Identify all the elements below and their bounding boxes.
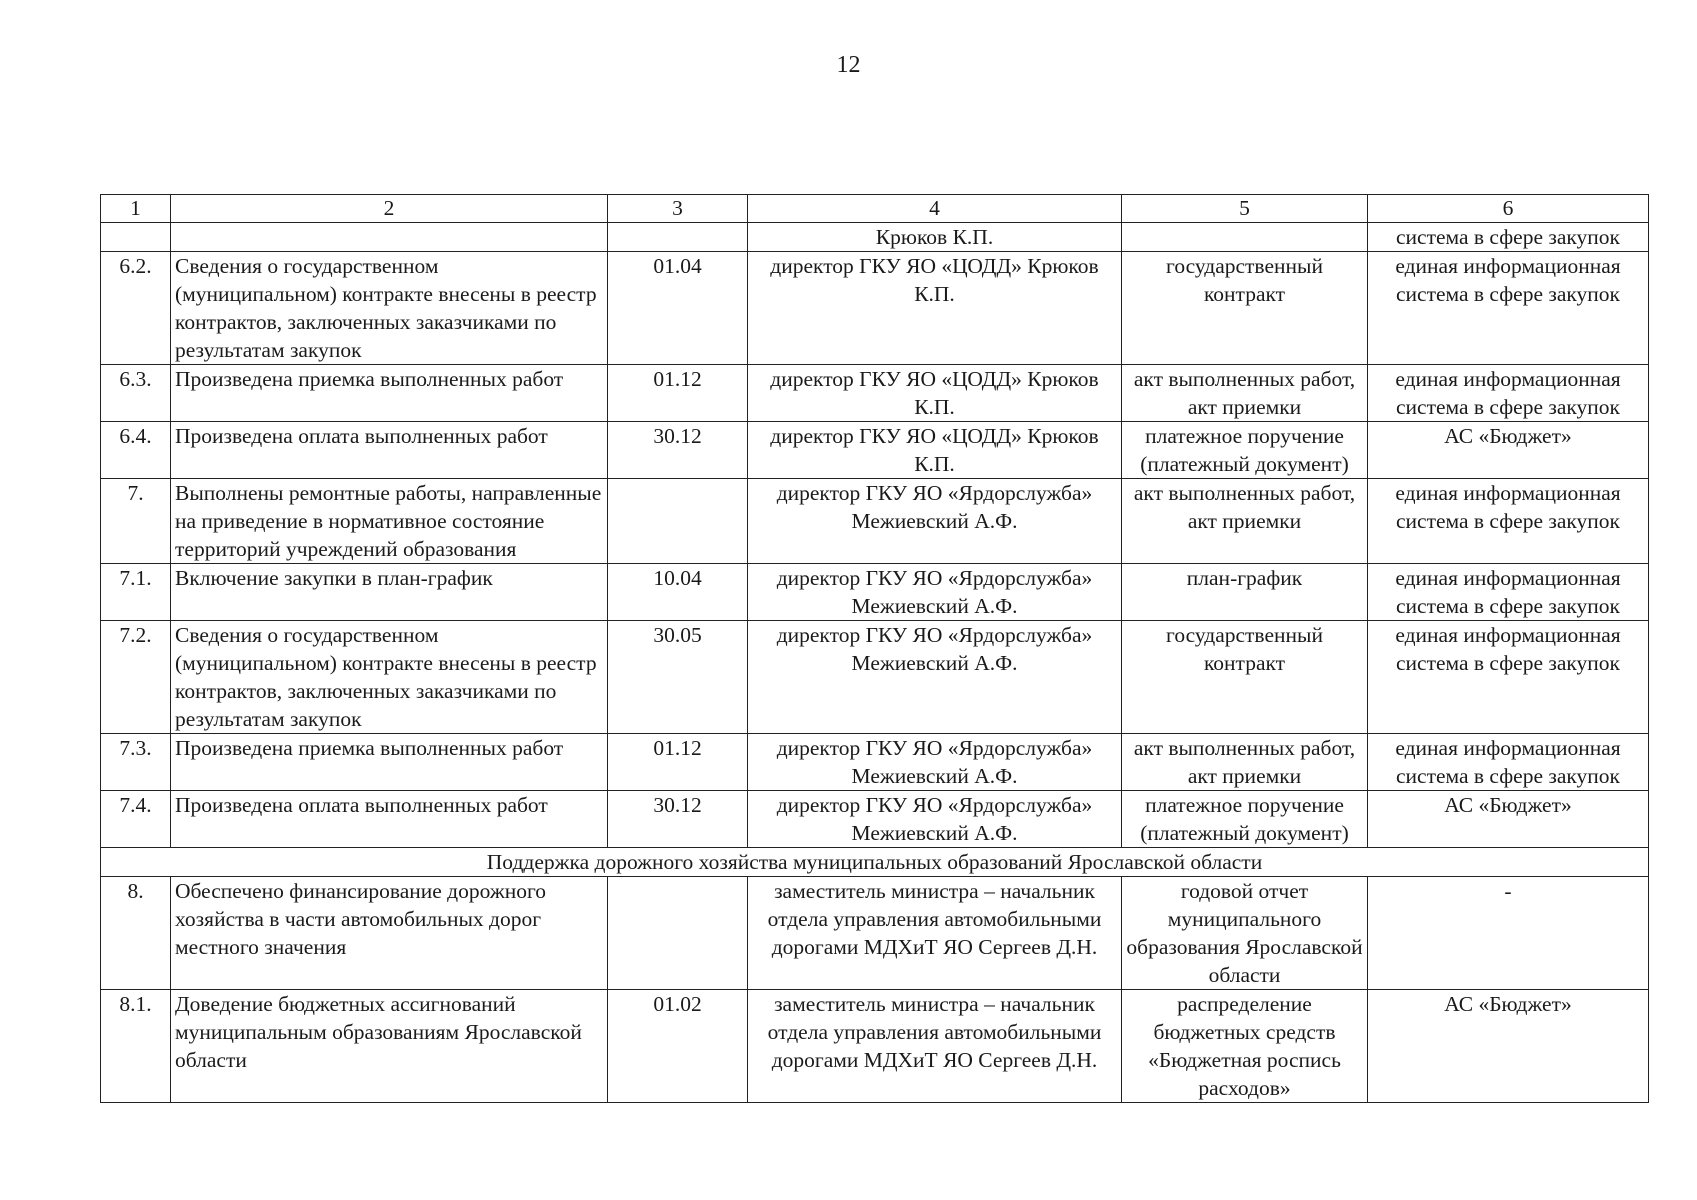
- col-header-3: 3: [608, 195, 748, 223]
- row-system: единая информационная система в сфере закупок: [1368, 621, 1649, 734]
- row-event: Произведена приемка выполненных работ: [171, 365, 608, 422]
- section-title: Поддержка дорожного хозяйства муниципальных образований Ярославской области: [101, 848, 1649, 877]
- col-header-5: 5: [1122, 195, 1368, 223]
- row-date: 01.12: [608, 365, 748, 422]
- table-row: [101, 564, 1649, 621]
- row-document: государственный контракт: [1122, 252, 1368, 365]
- row-number: [101, 223, 171, 252]
- row-date: [608, 223, 748, 252]
- row-system: АС «Бюджет»: [1368, 990, 1649, 1103]
- row-document: распределение бюджетных средств «Бюджетная роспись расходов»: [1122, 990, 1368, 1103]
- row-system: единая информационная система в сфере закупок: [1368, 365, 1649, 422]
- row-document: платежное поручение (платежный документ): [1122, 791, 1368, 848]
- row-number: 7.1.: [101, 564, 171, 621]
- row-responsible: директор ГКУ ЯО «Ярдорслужба» Межиевский А.Ф.: [748, 621, 1122, 734]
- row-date: [608, 877, 748, 990]
- section-row: [101, 848, 1649, 877]
- row-event: Произведена оплата выполненных работ: [171, 791, 608, 848]
- row-system: единая информационная система в сфере закупок: [1368, 479, 1649, 564]
- table-row: [101, 877, 1649, 990]
- row-document: план-график: [1122, 564, 1368, 621]
- row-number: 6.2.: [101, 252, 171, 365]
- row-system: система в сфере закупок: [1368, 223, 1649, 252]
- table-row: [101, 621, 1649, 734]
- row-event: Включение закупки в план-график: [171, 564, 608, 621]
- row-date: 30.12: [608, 791, 748, 848]
- col-header-1: 1: [101, 195, 171, 223]
- table-row: [101, 734, 1649, 791]
- row-system: АС «Бюджет»: [1368, 791, 1649, 848]
- row-document: [1122, 223, 1368, 252]
- table-row: [101, 791, 1649, 848]
- header-row: [101, 195, 1649, 223]
- row-responsible: заместитель министра – начальник отдела управления автомобильными дорогами МДХиТ ЯО Сергеев Д.Н.: [748, 877, 1122, 990]
- row-event: [171, 223, 608, 252]
- row-date: 30.05: [608, 621, 748, 734]
- row-document: акт выполненных работ, акт приемки: [1122, 734, 1368, 791]
- row-system: единая информационная система в сфере закупок: [1368, 734, 1649, 791]
- col-header-4: 4: [748, 195, 1122, 223]
- row-date: [608, 479, 748, 564]
- row-number: 8.: [101, 877, 171, 990]
- row-number: 7.3.: [101, 734, 171, 791]
- table-row: [101, 422, 1649, 479]
- row-document: акт выполненных работ, акт приемки: [1122, 479, 1368, 564]
- row-system: -: [1368, 877, 1649, 990]
- row-number: 7.2.: [101, 621, 171, 734]
- row-number: 6.3.: [101, 365, 171, 422]
- row-event: Доведение бюджетных ассигнований муниципальным образованиям Ярославской области: [171, 990, 608, 1103]
- row-event: Произведена приемка выполненных работ: [171, 734, 608, 791]
- row-responsible: директор ГКУ ЯО «Ярдорслужба» Межиевский А.Ф.: [748, 734, 1122, 791]
- col-header-6: 6: [1368, 195, 1649, 223]
- row-responsible: директор ГКУ ЯО «ЦОДД» Крюков К.П.: [748, 422, 1122, 479]
- row-responsible: директор ГКУ ЯО «ЦОДД» Крюков К.П.: [748, 365, 1122, 422]
- row-date: 30.12: [608, 422, 748, 479]
- row-responsible: заместитель министра – начальник отдела управления автомобильными дорогами МДХиТ ЯО Сергеев Д.Н.: [748, 990, 1122, 1103]
- row-responsible: директор ГКУ ЯО «Ярдорслужба» Межиевский А.Ф.: [748, 564, 1122, 621]
- row-date: 01.12: [608, 734, 748, 791]
- row-responsible: директор ГКУ ЯО «Ярдорслужба» Межиевский А.Ф.: [748, 479, 1122, 564]
- table-row: [101, 990, 1649, 1103]
- row-date: 01.02: [608, 990, 748, 1103]
- row-number: 6.4.: [101, 422, 171, 479]
- col-header-2: 2: [171, 195, 608, 223]
- table-row: [101, 223, 1649, 252]
- row-date: 10.04: [608, 564, 748, 621]
- row-event: Произведена оплата выполненных работ: [171, 422, 608, 479]
- row-responsible: Крюков К.П.: [748, 223, 1122, 252]
- row-number: 8.1.: [101, 990, 171, 1103]
- row-system: единая информационная система в сфере закупок: [1368, 564, 1649, 621]
- table-row: [101, 252, 1649, 365]
- row-number: 7.: [101, 479, 171, 564]
- table-row: [101, 479, 1649, 564]
- row-date: 01.04: [608, 252, 748, 365]
- row-system: АС «Бюджет»: [1368, 422, 1649, 479]
- row-number: 7.4.: [101, 791, 171, 848]
- row-document: платежное поручение (платежный документ): [1122, 422, 1368, 479]
- row-responsible: директор ГКУ ЯО «Ярдорслужба» Межиевский А.Ф.: [748, 791, 1122, 848]
- row-responsible: директор ГКУ ЯО «ЦОДД» Крюков К.П.: [748, 252, 1122, 365]
- row-document: годовой отчет муниципального образования Ярославской области: [1122, 877, 1368, 990]
- row-event: Выполнены ремонтные работы, направленные на приведение в нормативное состояние территорий учреждений образования: [171, 479, 608, 564]
- page-number: 12: [836, 52, 861, 78]
- row-document: государственный контракт: [1122, 621, 1368, 734]
- row-event: Сведения о государственном (муниципальном) контракте внесены в реестр контрактов, заключенных заказчиками по результатам закупок: [171, 621, 608, 734]
- row-event: Сведения о государственном (муниципальном) контракте внесены в реестр контрактов, заключенных заказчиками по результатам закупок: [171, 252, 608, 365]
- row-system: единая информационная система в сфере закупок: [1368, 252, 1649, 365]
- row-event: Обеспечено финансирование дорожного хозяйства в части автомобильных дорог местного значения: [171, 877, 608, 990]
- plan-table: [100, 194, 1649, 1103]
- table-row: [101, 365, 1649, 422]
- row-document: акт выполненных работ, акт приемки: [1122, 365, 1368, 422]
